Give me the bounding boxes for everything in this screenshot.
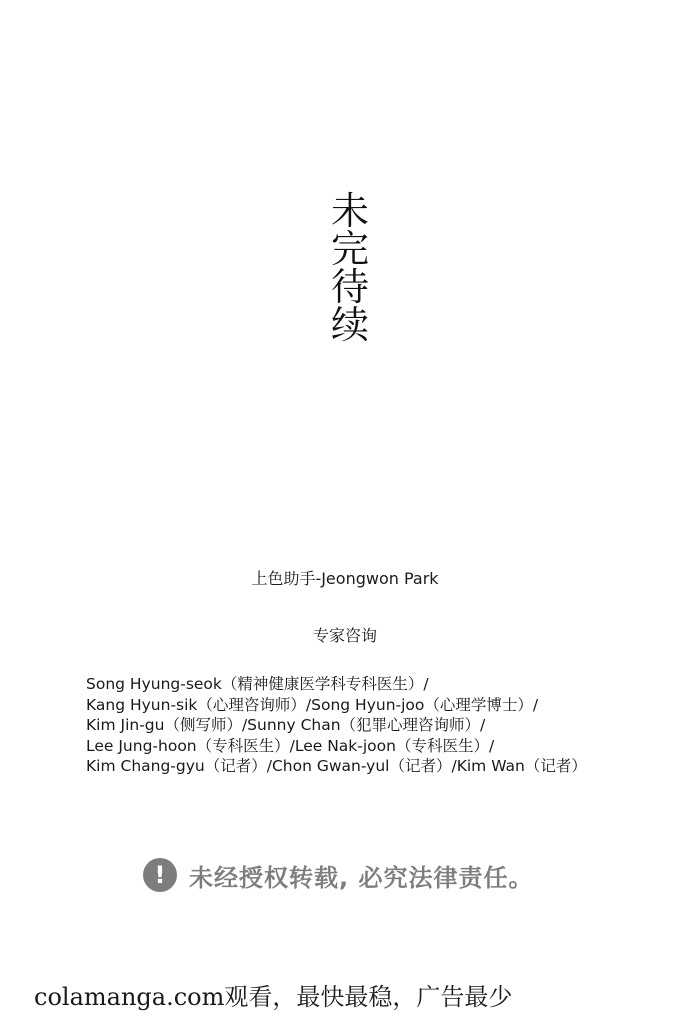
exclamation-icon: ! — [143, 858, 177, 892]
tbc-char: 未 — [330, 189, 369, 233]
consultant-line: Lee Jung-hoon（专科医生）/Lee Nak-joon（专科医生）/ — [86, 736, 495, 755]
to-be-continued — [327, 189, 373, 347]
tbc-char: 续 — [330, 303, 369, 347]
consultant-line: Kang Hyun-sik（心理咨询师）/Song Hyun-joo（心理学博士）/ — [86, 695, 539, 714]
copyright-notice-text: 未经授权转载, 必究法律责任。 — [189, 863, 534, 892]
tbc-char: 完 — [330, 227, 369, 271]
consultant-line: Kim Jin-gu（侧写师）/Sunny Chan（犯罪心理咨询师）/ — [86, 716, 486, 734]
tbc-char: 待 — [330, 265, 369, 309]
coloring-credit: 上色助手-Jeongwon Park — [251, 569, 439, 588]
consultant-line: Kim Chang-gyu（记者）/Chon Gwan-yul（记者）/Kim Wan（记者） — [86, 757, 587, 775]
copyright-notice — [143, 857, 533, 893]
consultant-list — [86, 674, 686, 777]
site-watermark: colamanga.com观看，最快最稳，广告最少 — [34, 983, 513, 1011]
consultant-line: Song Hyung-seok（精神健康医学科专科医生）/ — [86, 675, 429, 693]
consult-heading: 专家咨询 — [312, 626, 377, 645]
